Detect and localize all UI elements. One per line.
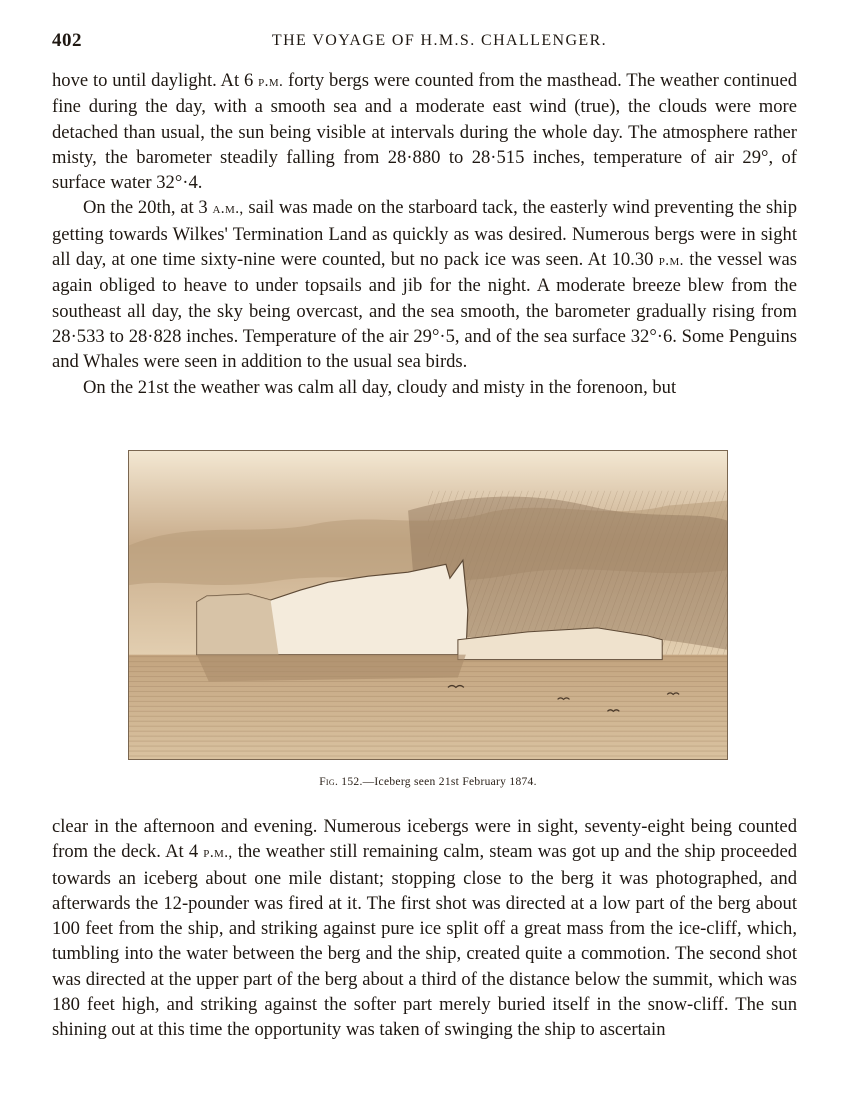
iceberg-engraving — [128, 450, 728, 760]
figure-label: Fig. 152. — [319, 776, 363, 788]
iceberg-shade — [197, 594, 279, 655]
running-title: THE VOYAGE OF H.M.S. CHALLENGER. — [271, 32, 608, 49]
figure-caption — [128, 776, 728, 788]
iceberg-illustration — [129, 451, 727, 759]
text-run: hove to until daylight. At 6 — [52, 70, 259, 91]
paragraph — [52, 814, 797, 1043]
page-number: 402 — [52, 30, 82, 51]
paragraph — [52, 68, 797, 195]
paragraph — [52, 195, 797, 374]
text-run: the weather still remaining calm, steam was got up and the ship proceeded towards an iceberg about one mile distant; stopping close to the berg it was photographed, and afterwards the 12-pounder was fired at it. The first shot was directed at a low part of the berg about 100 feet from the ship, and striking against pure ice split off a great mass from the ice-cliff, which, tumbling into the water between the berg and the ship, created quite a commotion. The second shot was directed at the upper part of the berg about a third of the distance below the summit, which was 180 feet high, and striking against the softer part merely buried itself in the snow-cliff. The sun shining out at this time the opportunity was taken of swinging the ship to ascertain — [52, 841, 797, 1041]
text-block-top — [52, 68, 797, 400]
time-abbrev: p.m. — [658, 252, 684, 270]
time-abbrev: a.m., — [212, 200, 244, 218]
paragraph — [52, 375, 797, 400]
time-abbrev: p.m., — [203, 844, 233, 862]
text-run: forty bergs were counted from the masthead. The weather continued fine during the day, with a smooth sea and a moderate east wind (true), the clouds were more detached than usual, the sun being visible at intervals during the whole day. The atmosphere rather misty, the barometer steadily falling from 28·880 to 28·515 inches, temperature of air 29°, of surface water 32°·4. — [52, 70, 798, 194]
text-run: sail was made on the starboard tack, the easterly wind preventing the ship getting towards Wilkes' Termination Land as quickly as was desired. Numerous bergs were in sight all day, at one time sixty-nine were counted, but no pack ice was seen. At 10.30 — [52, 197, 797, 271]
iceberg-reflection — [197, 655, 466, 682]
time-abbrev: p.m. — [258, 73, 284, 90]
text-run: clear in the afternoon and evening. Numerous icebergs were in sight, seventy-eight being counted from the deck. At 4 — [52, 816, 797, 863]
figure-caption-text: —Iceberg seen 21st February 1874. — [362, 776, 537, 788]
text-run: On the 21st the weather was calm all day, cloudy and misty in the forenoon, but — [83, 376, 677, 398]
text-run: the vessel was again obliged to heave to under topsails and jib for the night. A moderate breeze blew from the southeast all day, the sky being overcast, and the sea smooth, the barometer gradually rising from 28·533 to 28·828 inches. Temperature of the air 29°·5, and of the sea surface 32°·6. Some Penguins and Whales were seen in addition to the usual sea birds. — [52, 249, 797, 373]
text-run: On the 20th, at 3 — [83, 197, 213, 219]
text-block-bottom — [52, 814, 797, 1043]
running-head — [52, 30, 797, 56]
